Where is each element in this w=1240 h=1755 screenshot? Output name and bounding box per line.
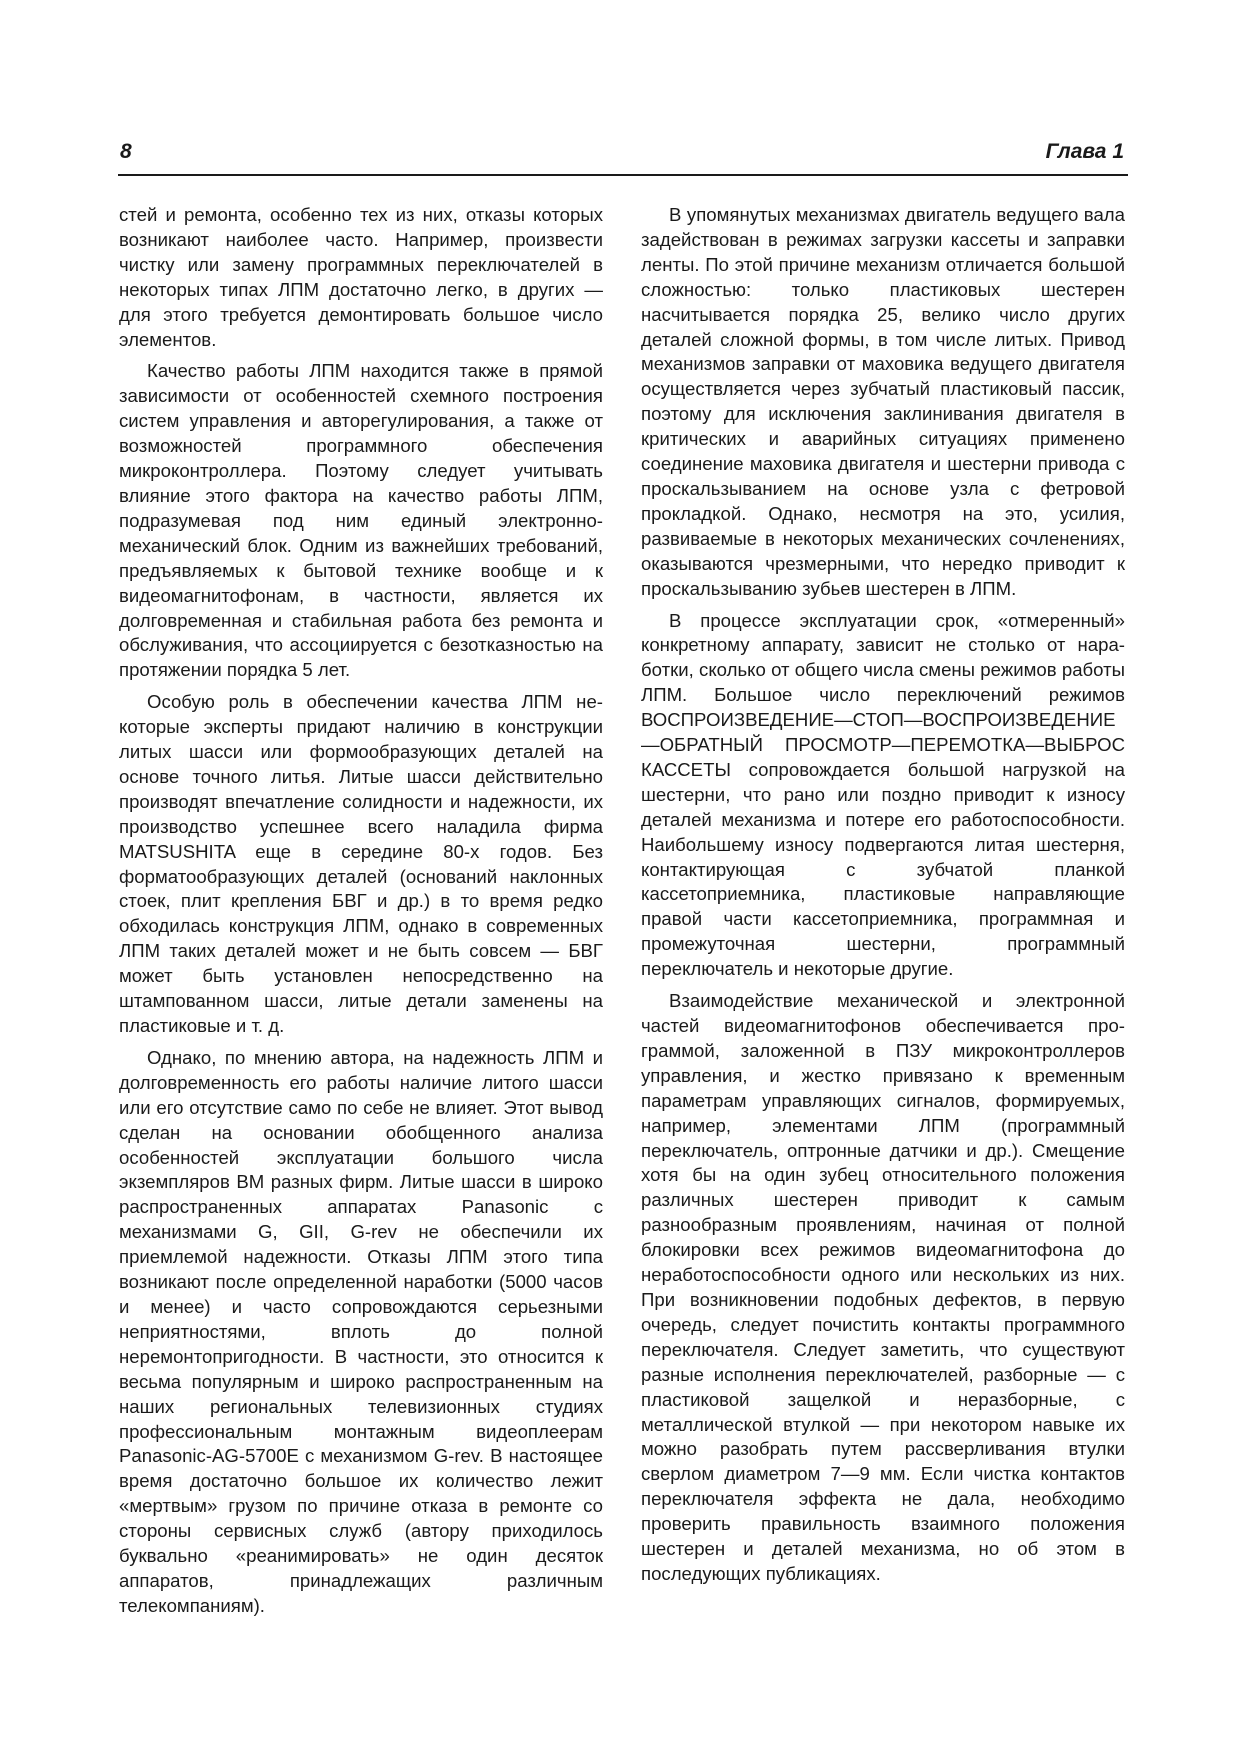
paragraph: Качество работы ЛПМ находится также в прямой зависимости от особенностей схемного построения систем управления и авторегулирования, а также от возможностей программного обеспечения микроконтроллера. Поэтому следует учитывать влияние этого фактора на качество работы ЛПМ, подразумевая под ним единый электронно-механический блок. Одним из важнейших требований, предъявляемых к бытовой технике вообще и к видеомагнитофонам, в частности, является их долговременная и стабильная работа без ремонта и обслуживания, что ассоциируется с безотказностью на протяжении порядка 5 лет. [119,360,603,681]
left-column [119,203,603,1626]
paragraph: В процессе эксплуатации срок, «отмеренный» конкретному аппарату, зависит не столько от наработки, сколько от общего числа смены режимов работы ЛПМ. Большое число переключений режимов ВОСПРОИЗВЕДЕНИЕ—СТОП—ВОСПРОИЗВЕДЕНИЕ—ОБРАТНЫЙ ПРОСМОТР—ПЕРЕМОТКА—ВЫБРОС КАССЕТЫ сопровождается большой нагрузкой на шестерни, что рано или поздно приводит к износу деталей механизма и потере его работоспособности. Наибольшему износу подвергаются литая шестерня, контактирующая с зубчатой планкой кассетоприемника, пластиковые направляющие правой части кассетоприемника, программная и промежуточная шестерни, программный переключатель и некоторые другие. [641,609,1125,980]
paragraph: стей и ремонта, особенно тех из них, отказы которых возникают наиболее часто. Например, произвести чистку или замену программных переключателей в некоторых типах ЛПМ достаточно легко, в других — для этого требуется демонтировать большое число элементов. [119,204,603,350]
chapter-title: Глава 1 [1045,140,1124,163]
right-column [641,203,1125,1594]
page-header [118,138,1128,176]
paragraph: Взаимодействие механической и электронной частей видеомагнитофонов обеспечивается программой, заложенной в ПЗУ микроконтроллеров управления, и жестко привязано к временным параметрам управляющих сигналов, формируемых, например, элементами ЛПМ (программный переключатель, оптронные датчики и др.). Смещение хотя бы на один зубец относительного положения различных шестерен приводит к самым разнообразным проявлениям, начиная от полной блокировки всех режимов видеомагнитофона до неработоспособности одного или нескольких из них. При возникновении подобных дефектов, в первую очередь, следует почистить контакты программного переключателя. Следует заметить, что существуют разные исполнения переключателей, разборные — с пластиковой защелкой и неразборные, с металлической втулкой — при некотором навыке их можно разобрать путем рассверливания втулки сверлом диаметром 7—9 мм. Если чистка контактов переключателя эффекта не дала, необходимо проверить правильность взаимного положения шестерен и деталей механизма, но об этом в последующих публикациях. [641,990,1125,1584]
paragraph: Однако, по мнению автора, на надежность ЛПМ и долговременность его работы наличие литого шасси или его отсутствие само по себе не влияет. Этот вывод сделан на основании обобщенного анализа особенностей эксплуатации большого числа экземпляров ВМ разных фирм. Литые шасси в широко распространенных аппаратах Panasonic с механизмами G, GII, G-rev не обеспечили их приемлемой надежности. Отказы ЛПМ этого типа возникают после определенной наработки (5000 часов и менее) и часто сопровождаются серьезными неприятностями, вплоть до полной неремонтопригодности. В частности, это относится к весьма популярным и широко распространенным на наших региональных телевизионных студиях профессиональным монтажным видеоплеерам Panasonic-AG-5700E с механизмом G-rev. В настоящее время достаточно большое их количество лежит «мертвым» грузом по причине отказа в ремонте со стороны сервисных служб (автору приходилось буквально «реанимировать» не один десяток аппаратов, принадлежащих различным телекомпаниям). [119,1046,603,1616]
paragraph: В упомянутых механизмах двигатель ведущего вала задействован в режимах загрузки кассеты и заправки ленты. По этой причине механизм отличается большой сложностью: только пластиковых шестерен насчитывается порядка 25, велико число других деталей сложной формы, в том числе литых. Привод механизмов заправки от маховика ведущего двигателя осуществляется через зубчатый пластиковый пассик, поэтому для исключения заклинивания двигателя в критических и аварийных ситуациях применено соединение маховика двигателя и шестерни привода с проскальзыванием на основе узла с фетровой прокладкой. Однако, несмотря на это, усилия, развиваемые в некоторых механических сочленениях, оказываются чрезмерными, что нередко приводит к проскальзыванию зубьев шестерен в ЛПМ. [641,204,1125,599]
page-number: 8 [120,140,132,163]
paragraph: Особую роль в обеспечении качества ЛПМ некоторые эксперты придают наличию в конструкции литых шасси или формообразующих деталей на основе точного литья. Литые шасси действительно производят впечатление солидности и надежности, их производство успешнее всего наладила фирма MATSUSHITA еще в середине 80-х годов. Без форматообразующих деталей (оснований наклонных стоек, плит крепления БВГ и др.) в то время редко обходилась конструкция ЛПМ, однако в современных ЛПМ таких деталей может и не быть совсем — БВГ может быть установлен непосредственно на штампованном шасси, литые детали заменены на пластиковые и т. д. [119,691,603,1036]
